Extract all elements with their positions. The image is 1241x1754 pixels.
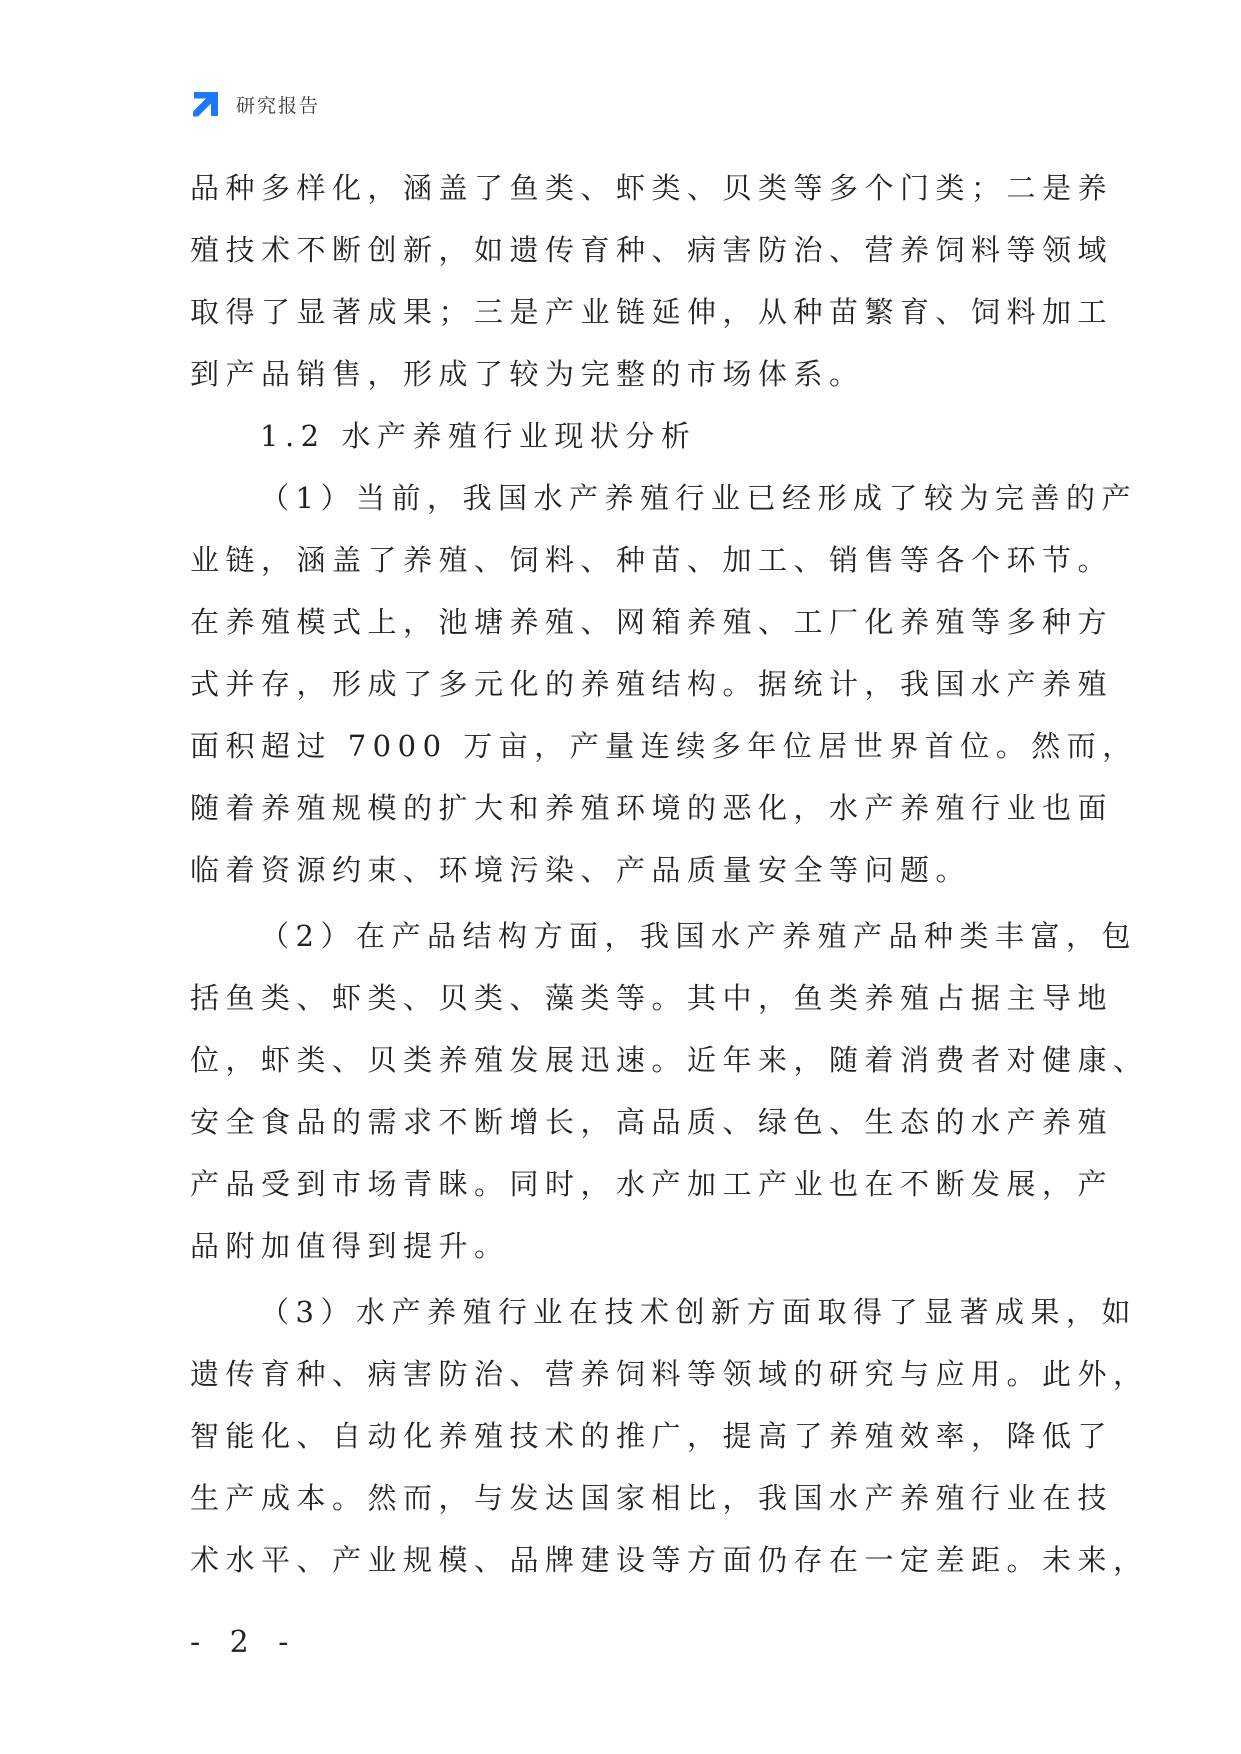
paragraph-line: 取得了显著成果；三是产业链延伸，从种苗繁育、饲料加工	[190, 295, 1114, 329]
paragraph-line: 遗传育种、病害防治、营养饲料等领域的研究与应用。此外，	[190, 1357, 1149, 1391]
paragraph-line: 安全食品的需求不断增长，高品质、绿色、生态的水产养殖	[190, 1105, 1114, 1139]
report-header	[188, 86, 320, 122]
paragraph-line: 式并存，形成了多元化的养殖结构。据统计，我国水产养殖	[190, 667, 1114, 701]
paragraph-line: 随着养殖规模的扩大和养殖环境的恶化，水产养殖行业也面	[190, 791, 1114, 825]
paragraph-line: 品种多样化，涵盖了鱼类、虾类、贝类等多个门类；二是养	[190, 171, 1114, 205]
paragraph-line: 在养殖模式上，池塘养殖、网箱养殖、工厂化养殖等多种方	[190, 605, 1114, 639]
paragraph-line: 面积超过 7000 万亩，产量连续多年位居世界首位。然而，	[190, 729, 1138, 763]
document-body	[190, 157, 1149, 1591]
paragraph-line: 括鱼类、虾类、贝类、藻类等。其中，鱼类养殖占据主导地	[190, 981, 1114, 1015]
paragraph-line: 生产成本。然而，与发达国家相比，我国水产养殖行业在技	[190, 1481, 1114, 1515]
arrow-up-right-icon	[188, 86, 224, 122]
section-heading: 1.2 水产养殖行业现状分析	[260, 419, 697, 453]
paragraph-line: 产品受到市场青睐。同时，水产加工产业也在不断发展，产	[190, 1167, 1114, 1201]
paragraph-line: 品附加值得到提升。	[190, 1229, 510, 1263]
paragraph-line: 到产品销售，形成了较为完整的市场体系。	[190, 357, 865, 391]
paragraph-line: 智能化、自动化养殖技术的推广，提高了养殖效率，降低了	[190, 1419, 1114, 1453]
paragraph-line: 殖技术不断创新，如遗传育种、病害防治、营养饲料等领域	[190, 233, 1114, 267]
paragraph-line: （3）水产养殖行业在技术创新方面取得了显著成果，如	[260, 1295, 1137, 1329]
paragraph-line: 业链，涵盖了养殖、饲料、种苗、加工、销售等各个环节。	[190, 543, 1114, 577]
paragraph-line: 临着资源约束、环境污染、产品质量安全等问题。	[190, 853, 972, 887]
paragraph-line: （2）在产品结构方面，我国水产养殖产品种类丰富，包	[260, 919, 1137, 953]
page-number: - 2 -	[190, 1625, 299, 1660]
paragraph-line: 术水平、产业规模、品牌建设等方面仍存在一定差距。未来，	[190, 1543, 1149, 1577]
paragraph-line: 位，虾类、贝类养殖发展迅速。近年来，随着消费者对健康、	[190, 1043, 1149, 1077]
header-title: 研究报告	[236, 94, 321, 117]
paragraph-line: （1）当前，我国水产养殖行业已经形成了较为完善的产	[260, 481, 1137, 515]
